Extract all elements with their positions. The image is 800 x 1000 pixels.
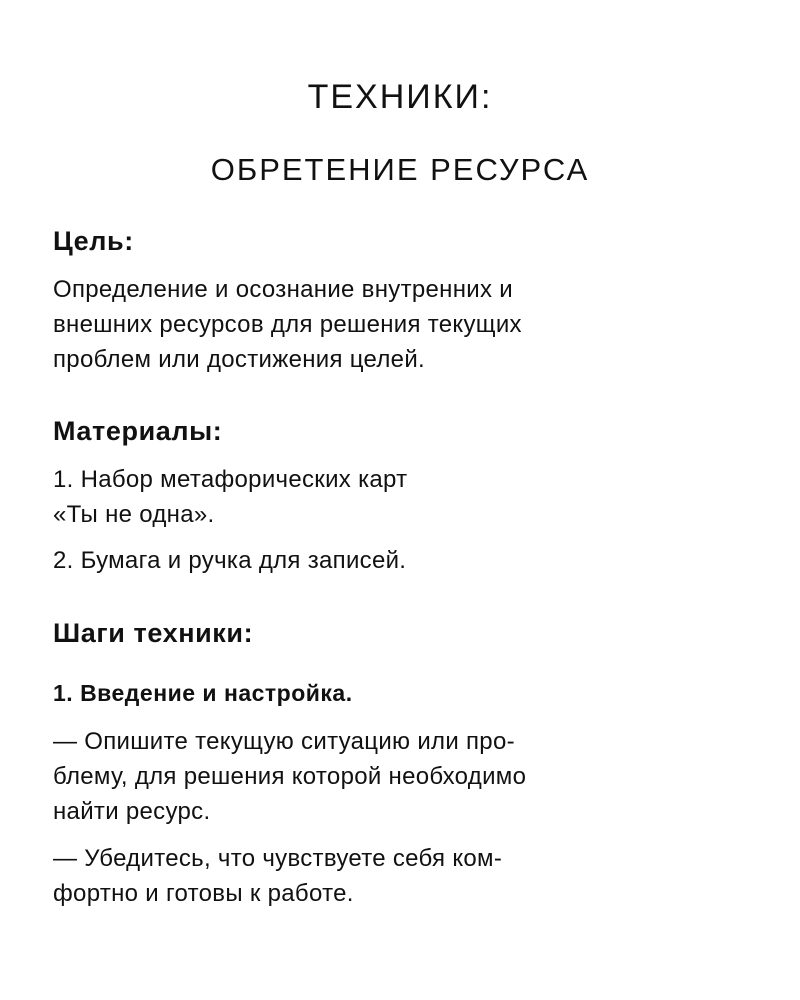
- goal-text: Определение и осознание внутренних и внешних ресурсов для решения текущих проблем или достижения целей.: [53, 276, 522, 373]
- page-title: ТЕХНИКИ:: [307, 78, 493, 116]
- materials-heading: Материалы:: [53, 416, 223, 446]
- goal-heading: Цель:: [53, 226, 134, 256]
- materials-item-2: 2. Бумага и ручка для записей.: [53, 547, 407, 574]
- step-1-point-2: — Убедитесь, что чувствуете себя ком- фортно и готовы к работе.: [53, 845, 503, 907]
- step-1-point-1: — Опишите текущую ситуацию или про- блему, для решения которой необходимо найти ресурс.: [53, 728, 527, 825]
- document-page: [53, 0, 753, 1000]
- technique-title: ОБРЕТЕНИЕ РЕСУРСА: [210, 152, 590, 187]
- steps-heading: Шаги техники:: [53, 618, 254, 648]
- step-1-heading: 1. Введение и настройка.: [53, 680, 353, 706]
- materials-item-1: 1. Набор метафорических карт «Ты не одна».: [53, 466, 408, 528]
